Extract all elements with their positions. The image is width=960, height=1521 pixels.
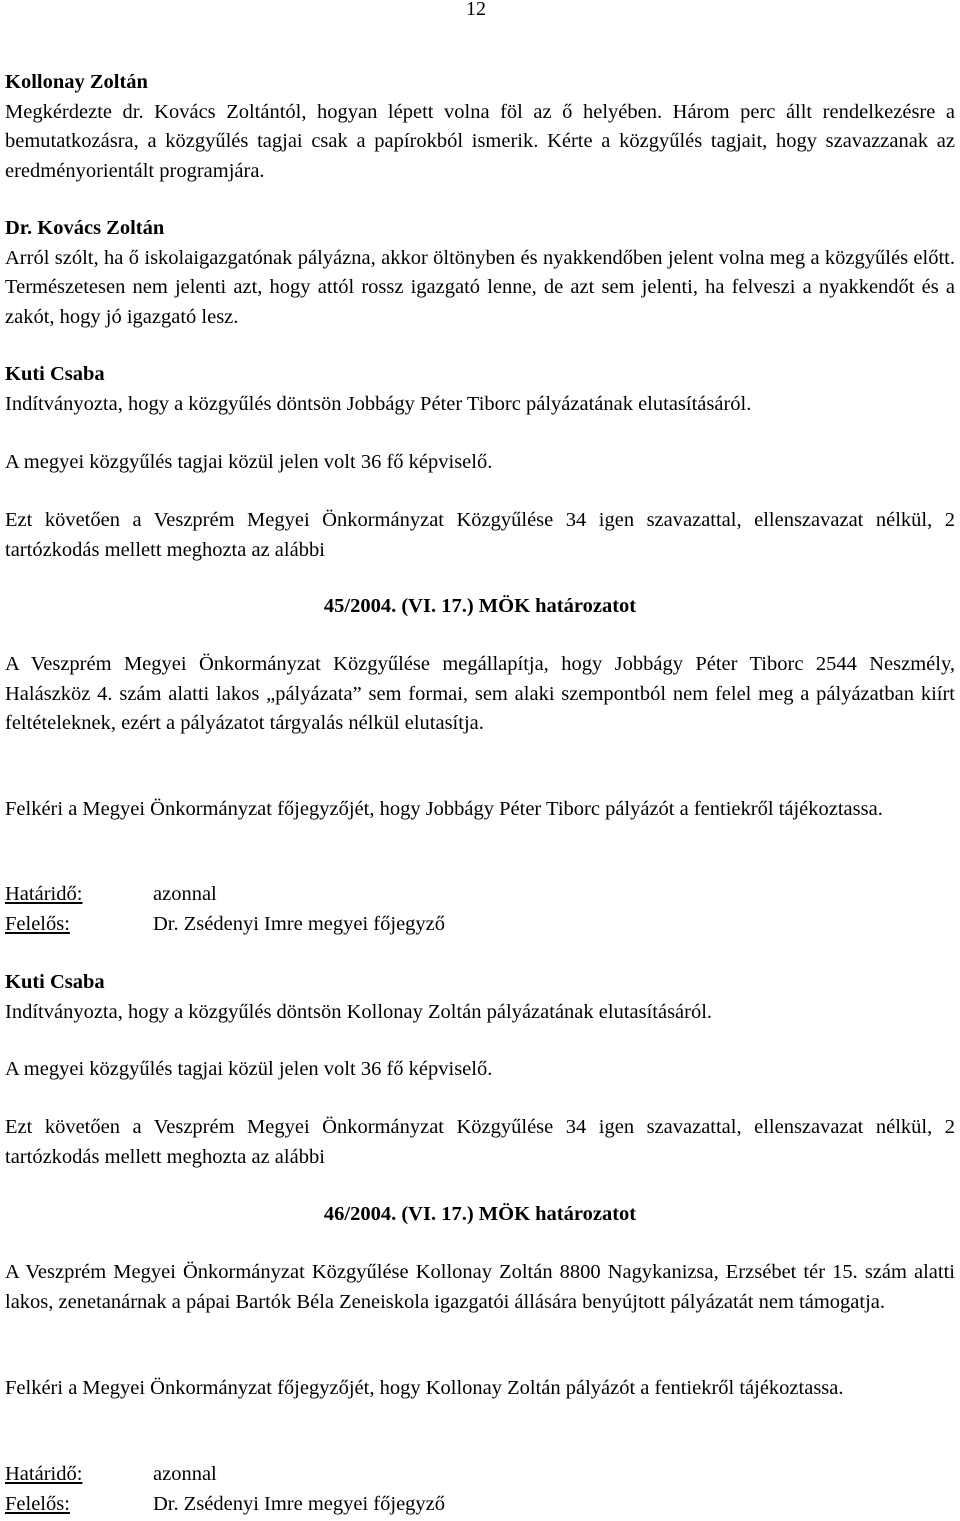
deadline-row [5, 1460, 955, 1490]
resolution-2-body [5, 1258, 955, 1317]
kuti-motion-1 [5, 360, 955, 419]
responsible-label: Felelős: [5, 1492, 70, 1515]
resolution-2-deadlines [5, 1460, 955, 1519]
deadline-row [5, 880, 955, 910]
deadline-label: Határidő: [5, 1463, 83, 1485]
responsible-value: Dr. Zsédenyi Imre megyei főjegyző [153, 912, 446, 935]
motion-text: Indítványozta, hogy a közgyűlés döntsön Jobbágy Péter Tiborc pályázatának elutasításáról. [5, 392, 752, 415]
attendance-1 [5, 448, 955, 478]
resolution-title: 46/2004. (VI. 17.) MÖK határozatot [323, 1203, 637, 1225]
attendance-text: A megyei közgyűlés tagjai közül jelen volt 36 fő képviselő. [5, 451, 493, 473]
page-number: 12 [466, 0, 486, 20]
kovacs-statement [5, 214, 955, 332]
attendance-2 [5, 1055, 955, 1085]
resolution-2-request [5, 1374, 955, 1404]
resolution-1-title [5, 592, 955, 622]
resolution-title: 45/2004. (VI. 17.) MÖK határozatot [323, 595, 637, 617]
speaker-name: Kuti Csaba [5, 971, 105, 993]
attendance-text: A megyei közgyűlés tagjai közül jelen volt 36 fő képviselő. [5, 1058, 493, 1080]
resolution-text: A Veszprém Megyei Önkormányzat Közgyűlése megállapítja, hogy Jobbágy Péter Tiborc 2544 Neszmély, Halászköz 4. szám alatti lakos „pályázata” sem formai, sem alaki szempontból nem felel meg a pályázatban kiírt feltételeknek, ezért a pályázatot tárgyalás nélkül elutasítja. [5, 653, 955, 734]
responsible-row [5, 910, 955, 940]
responsible-label: Felelős: [5, 912, 70, 935]
vote-1 [5, 506, 955, 565]
resolution-2-title [5, 1200, 955, 1230]
resolution-1-body [5, 650, 955, 739]
statement-text: Megkérdezte dr. Kovács Zoltántól, hogyan lépett volna föl az ő helyében. Három perc állt rendelkezésre a bemutatkozásra, a közgyűlés tagjai csak a papírokból ismerik. Kérte a közgyűlés tagjait, hogy szavazzanak az eredményorientált programjára. [5, 100, 955, 182]
statement-text: Arról szólt, ha ő iskolaigazgatónak pályázna, akkor öltönyben és nyakkendőben jelent volna meg a közgyűlés előtt. Természetesen nem jelenti azt, hogy attól rossz igazgató lenne, de azt sem jelenti, ha felveszi a nyakkendőt és a zakót, hogy jó igazgató lesz. [5, 246, 955, 328]
responsible-row [5, 1490, 955, 1520]
deadline-value: azonnal [153, 1463, 217, 1485]
speaker-name: Dr. Kovács Zoltán [5, 217, 165, 239]
request-text: Felkéri a Megyei Önkormányzat főjegyzőjét, hogy Jobbágy Péter Tiborc pályázót a fentiekről tájékoztassa. [5, 798, 883, 820]
request-text: Felkéri a Megyei Önkormányzat főjegyzőjét, hogy Kollonay Zoltán pályázót a fentiekről tájékoztassa. [5, 1377, 844, 1399]
vote-text: Ezt követően a Veszprém Megyei Önkormányzat Közgyűlése 34 igen szavazattal, ellenszavazat nélkül, 2 tartózkodás mellett meghozta az alábbi [5, 509, 955, 561]
deadline-value: azonnal [153, 883, 217, 905]
vote-2 [5, 1113, 955, 1172]
resolution-1-deadlines [5, 880, 955, 939]
resolution-text: A Veszprém Megyei Önkormányzat Közgyűlése Kollonay Zoltán 8800 Nagykanizsa, Erzsébet tér 15. szám alatti lakos, zenetanárnak a pápai Bartók Béla Zeneiskola igazgatói állására benyújtott pályázatát nem támogatja. [5, 1261, 955, 1313]
kuti-motion-2 [5, 968, 955, 1027]
resolution-1-request [5, 795, 955, 825]
vote-text: Ezt követően a Veszprém Megyei Önkormányzat Közgyűlése 34 igen szavazattal, ellenszavazat nélkül, 2 tartózkodás mellett meghozta az alábbi [5, 1116, 955, 1168]
responsible-value: Dr. Zsédenyi Imre megyei főjegyző [153, 1492, 446, 1515]
motion-text: Indítványozta, hogy a közgyűlés döntsön Kollonay Zoltán pályázatának elutasításáról. [5, 1000, 713, 1023]
speaker-name: Kollonay Zoltán [5, 71, 148, 93]
deadline-label: Határidő: [5, 883, 83, 905]
kollonay-statement [5, 68, 955, 186]
speaker-name: Kuti Csaba [5, 363, 105, 385]
